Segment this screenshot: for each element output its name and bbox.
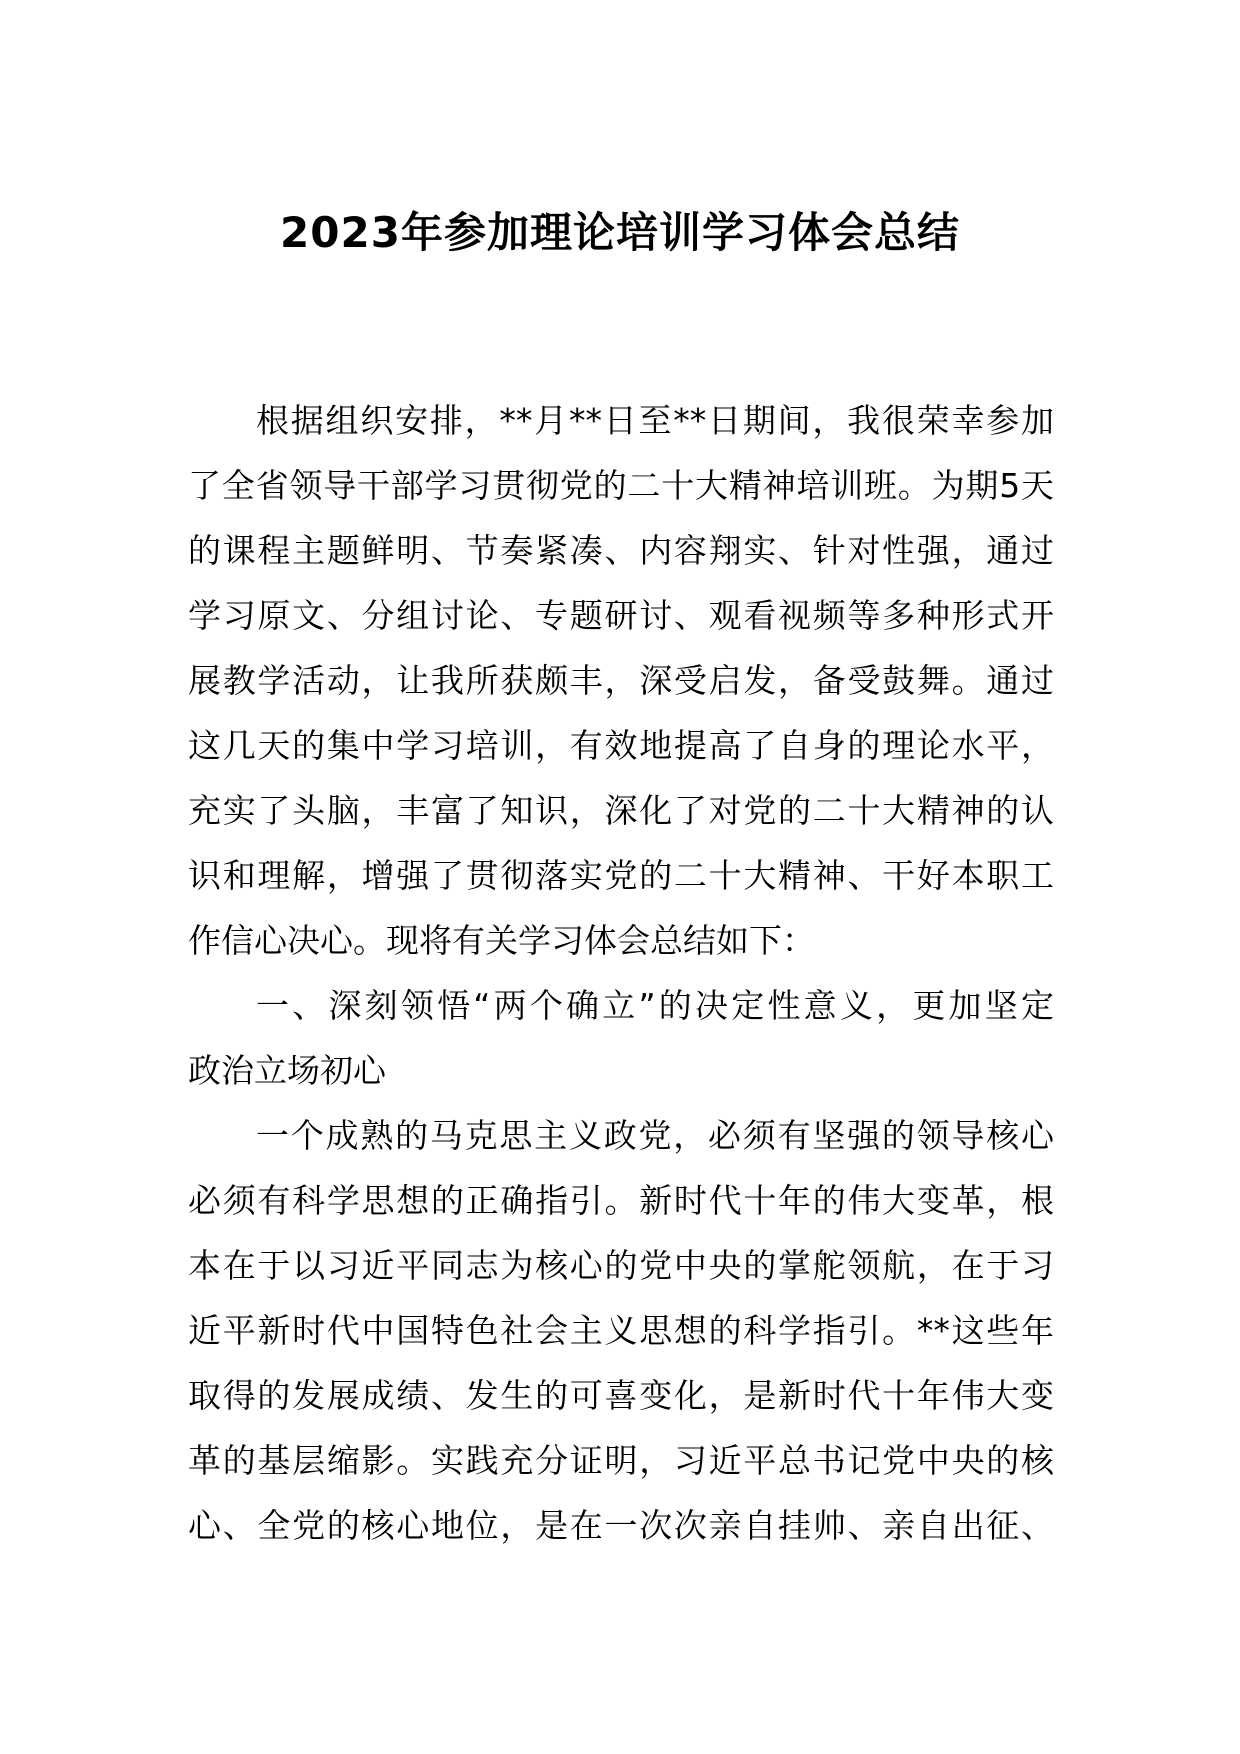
section-heading-line: 政治立场初心: [188, 1051, 386, 1090]
paragraph-line: 取得的发展成绩、发生的可喜变化，是新时代十年伟大变: [188, 1376, 1054, 1415]
paragraph-line: 根据组织安排，**月**日至**日期间，我很荣幸参加: [256, 401, 1054, 440]
paragraph-line: 一个成熟的马克思主义政党，必须有坚强的领导核心: [256, 1116, 1054, 1155]
paragraph-line: 了全省领导干部学习贯彻党的二十大精神培训班。为期5天: [188, 466, 1054, 505]
paragraph-line: 革的基层缩影。实践充分证明，习近平总书记党中央的核: [188, 1441, 1054, 1480]
paragraph-line: 这几天的集中学习培训，有效地提高了自身的理论水平，: [188, 726, 1054, 765]
paragraph-line: 近平新时代中国特色社会主义思想的科学指引。**这些年: [188, 1311, 1054, 1350]
paragraph-line: 识和理解，增强了贯彻落实党的二十大精神、干好本职工: [188, 856, 1054, 895]
paragraph-line: 展教学活动，让我所获颇丰，深受启发，备受鼓舞。通过: [188, 661, 1054, 700]
paragraph-line: 学习原文、分组讨论、专题研讨、观看视频等多种形式开: [188, 596, 1054, 635]
paragraph-line: 本在于以习近平同志为核心的党中央的掌舵领航，在于习: [188, 1246, 1054, 1285]
paragraph-line: 充实了头脑，丰富了知识，深化了对党的二十大精神的认: [188, 791, 1054, 830]
paragraph-line: 作信心决心。现将有关学习体会总结如下：: [188, 921, 815, 960]
document-title: 2023年参加理论培训学习体会总结: [280, 208, 960, 257]
document-body: [188, 388, 1054, 1558]
paragraph-line: 的课程主题鲜明、节奏紧凑、内容翔实、针对性强，通过: [188, 531, 1054, 570]
paragraph-line: 心、全党的核心地位，是在一次次亲自挂帅、亲自出征、: [188, 1506, 1054, 1545]
paragraph-line: 必须有科学思想的正确指引。新时代十年的伟大变革，根: [188, 1181, 1054, 1220]
section-heading-line: 一、深刻领悟“两个确立”的决定性意义，更加坚定: [256, 986, 1054, 1025]
